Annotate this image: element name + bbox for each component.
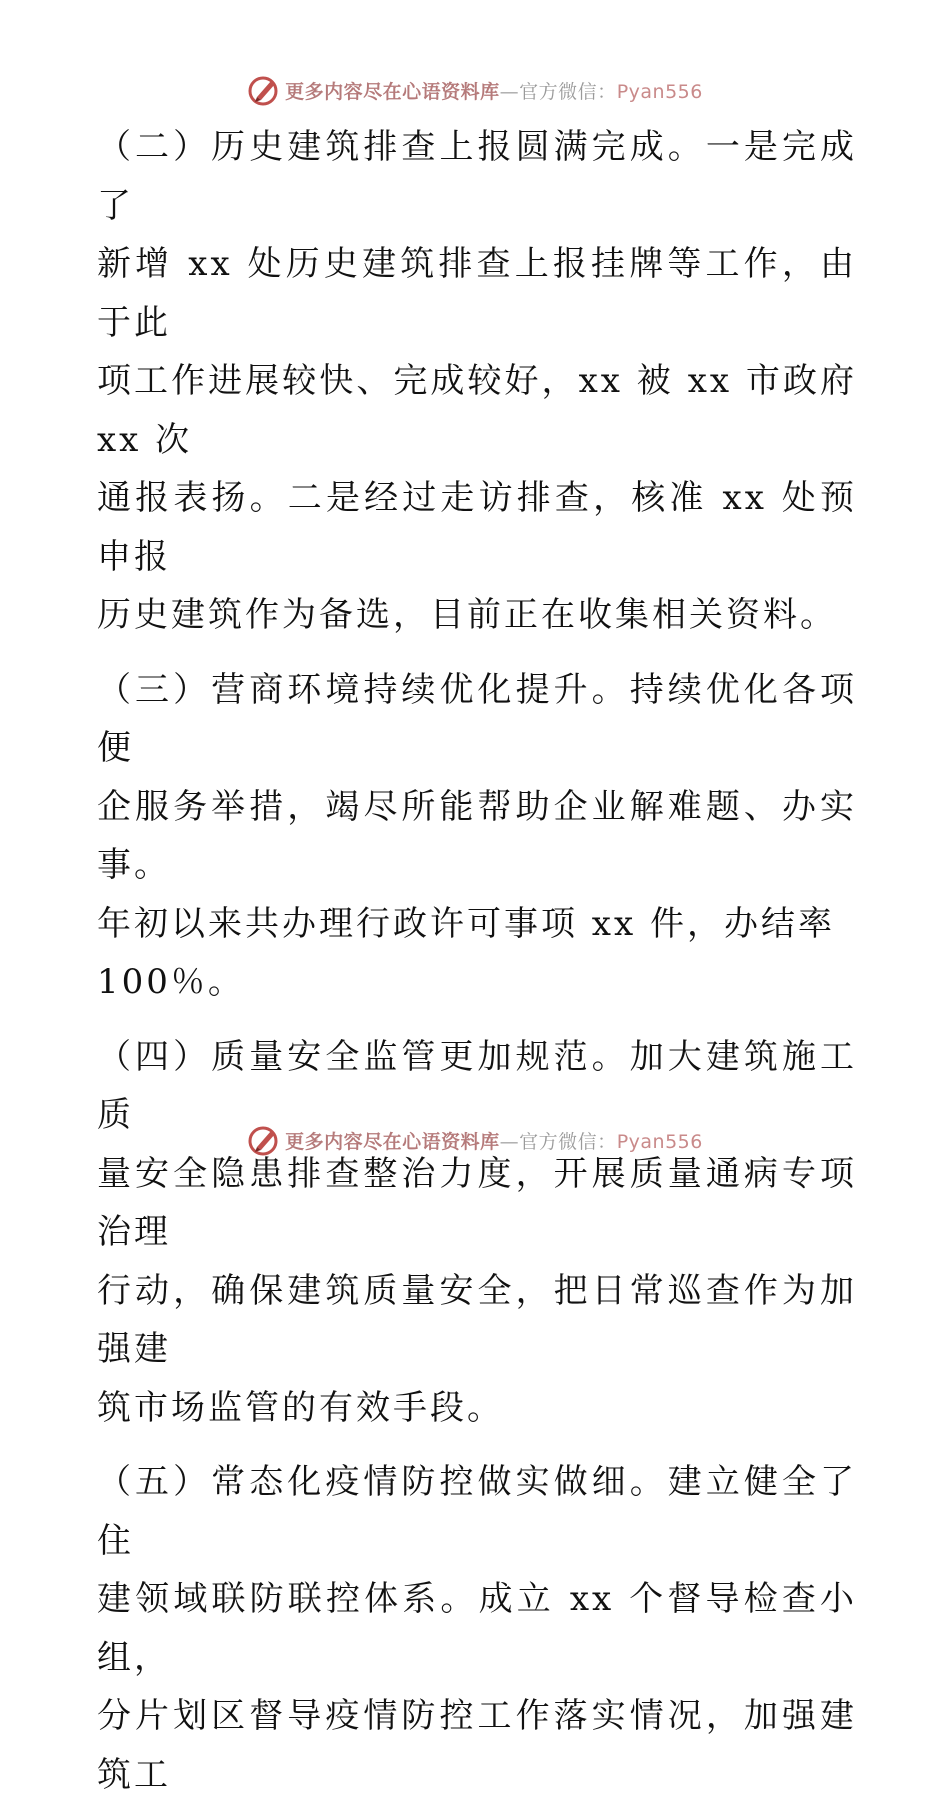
- pen-logo-icon: [247, 1123, 281, 1157]
- paragraph-5: （五）常态化疫情防控做实做细。建立健全了住 建领域联防联控体系。成立 xx 个督导检查小组， 分片划区督导疫情防控工作落实情况，加强建筑工: [97, 1462, 857, 1795]
- watermark-footer: [0, 1120, 950, 1160]
- pen-logo-icon: [247, 73, 281, 107]
- watermark-header: [0, 70, 950, 110]
- watermark-text: 更多内容尽在心语资料库—官方微信：Pyan556: [285, 1130, 703, 1153]
- paragraph-2: （二）历史建筑排查上报圆满完成。一是完成了 新增 xx 处历史建筑排查上报挂牌等工作，由于此 项工作进展较快、完成较好，xx 被 xx 市政府 xx 次 通报表扬。二是经过走访排查，核准 xx 处预申报 历史建筑作为备选，目前正在收集相关资料。: [97, 127, 857, 635]
- paragraph-4: （四）质量安全监管更加规范。加大建筑施工质 量安全隐患排查整治力度，开展质量通病专项治理 行动，确保建筑质量安全，把日常巡查作为加强建 筑市场监管的有效手段。: [97, 1036, 857, 1428]
- paragraph-3: （三）营商环境持续优化提升。持续优化各项便 企服务举措，竭尽所能帮助企业解难题、办实事。 年初以来共办理行政许可事项 xx 件，办结率 100％。: [97, 669, 857, 1002]
- watermark-text: 更多内容尽在心语资料库—官方微信：Pyan556: [285, 80, 703, 103]
- document-body: [97, 118, 857, 1820]
